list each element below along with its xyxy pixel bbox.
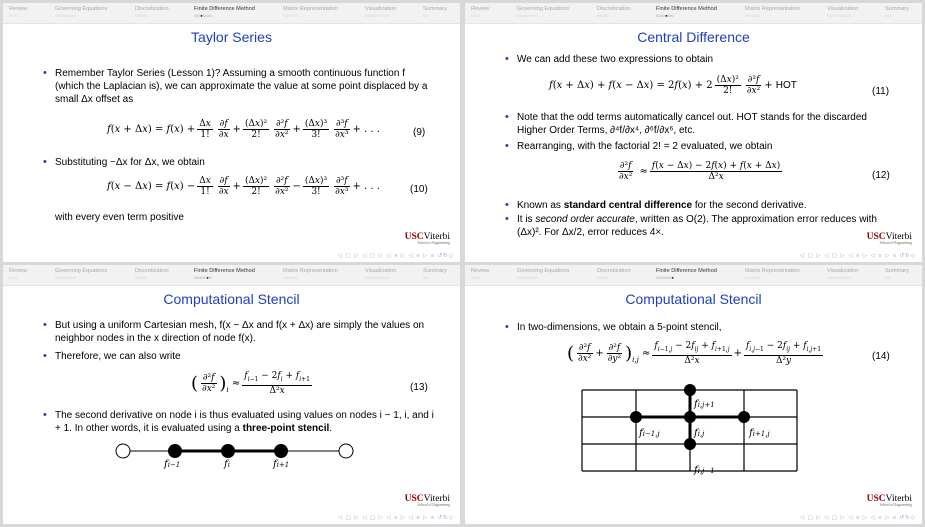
slide-body xyxy=(43,67,436,111)
section-nav xyxy=(3,265,460,286)
usc-viterbi-logo: USCViterbi School of Engineering xyxy=(866,494,912,507)
equation-number: (9) xyxy=(413,127,426,138)
bullet: • Note that the odd terms automatically cancel out. HOT stands for the discarded Higher Order Terms, ∂⁴f/∂x⁴, ∂⁶f/∂x⁶, etc. xyxy=(505,111,898,137)
outer-node xyxy=(339,444,353,458)
equation-number: (13) xyxy=(410,382,428,393)
nav-governing-equations[interactable]: Governing Equations ○○○○○○○ xyxy=(55,6,108,18)
stencil-label: f i−1 xyxy=(164,459,181,470)
five-point-stencil-grid xyxy=(570,378,810,488)
nav-visualization[interactable]: Visualization ○○○○○○○○ xyxy=(827,268,859,280)
slide-body xyxy=(505,53,898,71)
nav-finite-difference[interactable]: Finite Difference Method ○○○○○● xyxy=(656,268,717,280)
equation-number: (14) xyxy=(872,351,890,362)
slide-computational-stencil-2d xyxy=(465,265,922,524)
slide-body-3 xyxy=(505,199,898,244)
usc-viterbi-logo: USCViterbi School of Engineering xyxy=(866,232,912,245)
slide-body-2 xyxy=(43,409,436,440)
bullet: • Substituting −Δx for Δx, we obtain xyxy=(43,156,436,169)
nav-visualization[interactable]: Visualization ○○○○○○○○ xyxy=(365,268,397,280)
outer-node xyxy=(116,444,130,458)
bullet: • But using a uniform Cartesian mesh, f(x − Δx and f(x + Δx) are simply the values on neighbor nodes in the x direction of node f(x). xyxy=(43,319,436,345)
node-label-top: f i,j+1 xyxy=(694,399,715,410)
equation-10: f ( x − Δ x ) = f ( x ) − $\frac{\Delta x}{1!}$ $\frac{\partial f}{\partial x}$ + $\frac{\text{(Δx)²}}{2!}$ $\frac{\text{∂²f}}{\text{∂x²}}$ − $\frac{\text{(Δx)³}}{3!}$ $\frac{\text{∂³f}}{\text{∂x³}}$ + . . . xyxy=(107,176,380,197)
bullet: • Rearranging, with the factorial 2! = 2 evaluated, we obtain xyxy=(505,140,898,153)
stencil-node-left xyxy=(630,411,642,423)
nav-summary[interactable]: Summary ○○ xyxy=(423,268,447,280)
equation-12: $\frac{\text{∂²f}}{\text{∂x²}}$ ≈ $\frac{f(x - \Delta x) - 2f(x) + f(x + \Delta x)}{\text{Δ²x}}$ xyxy=(619,161,781,182)
equation-number: (12) xyxy=(872,170,890,181)
nav-review[interactable]: Review ○○○ xyxy=(471,6,490,18)
nav-matrix-representation[interactable]: Matrix Representation ○○○○○ xyxy=(745,268,800,280)
nav-discretization[interactable]: Discretization ○○○○ xyxy=(135,6,169,18)
slide-body-2 xyxy=(505,111,898,158)
node-label-center: f i,j xyxy=(694,428,705,439)
slide-body xyxy=(43,319,436,368)
nav-finite-difference[interactable]: Finite Difference Method ○○○○●○ xyxy=(194,268,255,280)
stencil-node-right xyxy=(738,411,750,423)
slide-central-difference xyxy=(465,3,922,262)
slide-computational-stencil-1d xyxy=(3,265,460,524)
stencil-node xyxy=(221,444,235,458)
nav-review[interactable]: Review ○○○ xyxy=(9,268,28,280)
node-label-left: f i−1,j xyxy=(639,428,660,439)
equation-13: ( $\frac{\text{∂²f}}{\text{∂x²}}$ ) $_i$ ≈ $\frac{f_{i-1} - 2f_i + f_{i+1}}{\text{Δ²x}}$ xyxy=(191,371,310,396)
equation-11: f ( x + Δ x ) + f ( x − Δ x ) = 2 f ( x ) + 2 $\frac{\text{(Δx)²}}{2!}$ $\frac{\text{∂²f}}{\text{∂x²}}$ + HOT xyxy=(549,75,797,96)
nav-governing-equations[interactable]: Governing Equations ○○○○○○○ xyxy=(517,268,570,280)
equation-9: f ( x + Δ x ) = f ( x ) + $\frac{\Delta x}{1!}$ $\frac{\partial f}{\partial x}$ + $\frac{\text{(Δx)²}}{2!}$ $\frac{\text{∂²f}}{\text{∂x²}}$ + $\frac{\text{(Δx)³}}{3!}$ $\frac{\text{∂³f}}{\text{∂x³}}$ + . . . xyxy=(107,119,380,140)
nav-summary[interactable]: Summary ○○ xyxy=(423,6,447,18)
nav-visualization[interactable]: Visualization ○○○○○○○○ xyxy=(365,6,397,18)
usc-viterbi-logo: USCViterbi School of Engineering xyxy=(404,494,450,507)
slide-title: Taylor Series xyxy=(191,29,272,45)
nav-governing-equations[interactable]: Governing Equations ○○○○○○○ xyxy=(517,6,570,18)
nav-discretization[interactable]: Discretization ○○○○ xyxy=(597,268,631,280)
stencil-label: f i xyxy=(224,459,230,470)
beamer-navigation-icons[interactable]: ◁ ▢ ▷ ◁ ▢ ▷ ◁ ≡ ▷ ◁ ≡ ▷ ≡ ↺↻◇ xyxy=(799,515,916,521)
bullet: • Remember Taylor Series (Lesson 1)? Assuming a smooth continuous function f (which the Laplacian is), we can approximate the value at some point displaced by a small Δx offset as xyxy=(43,67,436,106)
equation-14: ( $\frac{\text{∂²f}}{\text{∂x²}}$ + $\frac{\text{∂²f}}{\text{∂y²}}$ ) $_{i,j}$ ≈ $\frac{f_{i-1,j} - 2f_{ij} + f_{i+1,j}}{\text{Δ²x}}$ + $\frac{f_{i,j-1} - 2f_{ij} + f_{i,j+1}}{\text{Δ²y}}$ xyxy=(567,341,822,366)
section-nav xyxy=(3,3,460,24)
bullet: • The second derivative on node i is thus evaluated using values on nodes i − 1, i, and i + 1. In other words, it is evaluated using a three-point stencil. xyxy=(43,409,436,435)
stencil-node-bottom xyxy=(684,438,696,450)
nav-discretization[interactable]: Discretization ○○○○ xyxy=(597,6,631,18)
stencil-node xyxy=(168,444,182,458)
stencil-node-center xyxy=(684,411,696,423)
nav-summary[interactable]: Summary ○○ xyxy=(885,6,909,18)
slide-taylor-series xyxy=(3,3,460,262)
beamer-navigation-icons[interactable]: ◁ ▢ ▷ ◁ ▢ ▷ ◁ ≡ ▷ ◁ ≡ ▷ ≡ ↺↻◇ xyxy=(337,253,454,259)
nav-finite-difference[interactable]: Finite Difference Method ○○●○○○ xyxy=(194,6,255,18)
slide-body xyxy=(505,321,898,339)
section-nav xyxy=(465,265,922,286)
section-nav xyxy=(465,3,922,24)
nav-matrix-representation[interactable]: Matrix Representation ○○○○○ xyxy=(745,6,800,18)
slide-title: Computational Stencil xyxy=(625,291,762,307)
stencil-node xyxy=(274,444,288,458)
nav-visualization[interactable]: Visualization ○○○○○○○○ xyxy=(827,6,859,18)
nav-matrix-representation[interactable]: Matrix Representation ○○○○○ xyxy=(283,6,338,18)
slide-title: Computational Stencil xyxy=(163,291,300,307)
nav-governing-equations[interactable]: Governing Equations ○○○○○○○ xyxy=(55,268,108,280)
equation-number: (10) xyxy=(410,184,428,195)
three-point-stencil-diagram xyxy=(103,441,363,481)
nav-finite-difference[interactable]: Finite Difference Method ○○○●○○ xyxy=(656,6,717,18)
beamer-navigation-icons[interactable]: ◁ ▢ ▷ ◁ ▢ ▷ ◁ ≡ ▷ ◁ ≡ ▷ ≡ ↺↻◇ xyxy=(337,515,454,521)
bullet: • We can add these two expressions to obtain xyxy=(505,53,898,66)
nav-review[interactable]: Review ○○○ xyxy=(9,6,28,18)
nav-matrix-representation[interactable]: Matrix Representation ○○○○○ xyxy=(283,268,338,280)
stencil-node-top xyxy=(684,384,696,396)
beamer-navigation-icons[interactable]: ◁ ▢ ▷ ◁ ▢ ▷ ◁ ≡ ▷ ◁ ≡ ▷ ≡ ↺↻◇ xyxy=(799,253,916,259)
slide-body-2 xyxy=(43,156,436,174)
closing-text: with every even term positive xyxy=(55,212,184,223)
nav-review[interactable]: Review ○○○ xyxy=(471,268,490,280)
nav-summary[interactable]: Summary ○○ xyxy=(885,268,909,280)
bullet: • Therefore, we can also write xyxy=(43,350,436,363)
stencil-label: f i+1 xyxy=(273,459,290,470)
node-label-right: f i+1,j xyxy=(749,428,770,439)
nav-discretization[interactable]: Discretization ○○○○ xyxy=(135,268,169,280)
slide-title: Central Difference xyxy=(637,29,750,45)
node-label-bottom: f i,j−1 xyxy=(694,465,715,476)
bullet: • Known as standard central difference for the second derivative. xyxy=(505,199,898,212)
equation-number: (11) xyxy=(872,86,890,97)
hot-label: HOT xyxy=(775,80,797,91)
usc-viterbi-logo: USCViterbi School of Engineering xyxy=(404,232,450,245)
bullet: • In two-dimensions, we obtain a 5-point stencil, xyxy=(505,321,898,334)
bullet: • It is second order accurate, written as O(2). The approximation error reduces with (Δx)². For Δx/2, error reduces 4×. xyxy=(505,213,898,239)
